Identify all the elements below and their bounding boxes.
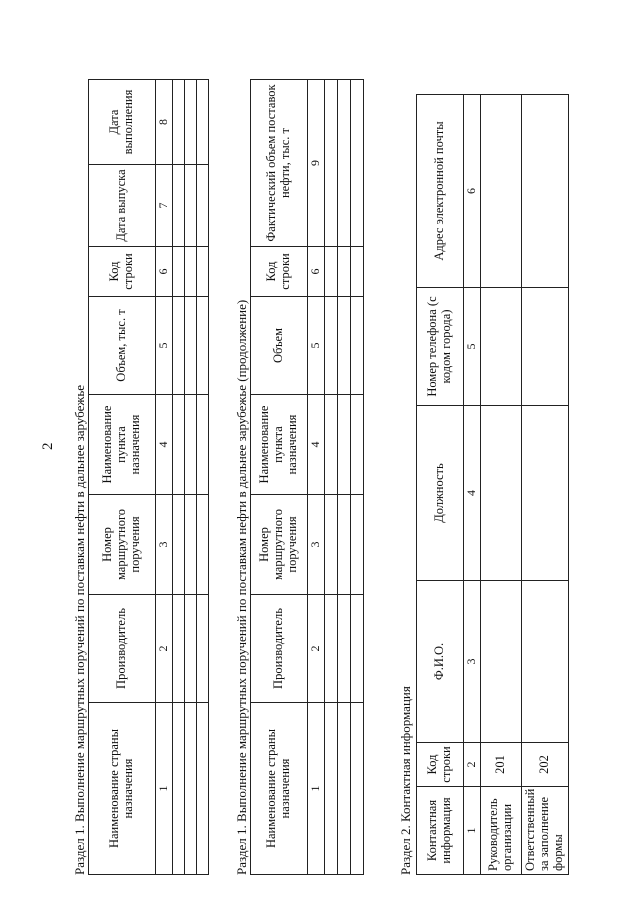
page-number: 2 (40, 442, 56, 450)
s2-header-position: Должность (417, 406, 464, 581)
s1-col-number: 4 (156, 395, 173, 495)
s2-col-number: 3 (464, 581, 481, 743)
s1-col-number: 5 (156, 297, 173, 395)
table-row (325, 80, 338, 875)
s1-col-number: 1 (156, 703, 173, 875)
s2-col-number: 6 (464, 95, 481, 288)
s2-header-full-name: Ф.И.О. (417, 581, 464, 743)
s1-header-country: Наименование страны назначения (89, 703, 156, 875)
s1-col-number: 6 (156, 247, 173, 297)
section1-header-row (89, 80, 156, 875)
s1c-col-number: 1 (308, 703, 325, 875)
section1-cont-header-row (251, 80, 308, 875)
section2-header-row (417, 95, 464, 875)
section1-number-row (156, 80, 173, 875)
s1-header-completion-date: Дата выполнения (89, 80, 156, 165)
s1c-header-destination: Наименование пункта назначения (251, 395, 308, 495)
s1c-col-number: 2 (308, 595, 325, 703)
s1-header-issue-date: Дата выпуска (89, 165, 156, 247)
s2-row-label: Руководитель организации (481, 787, 522, 875)
section2-caption: Раздел 2. Контактная информация (398, 686, 413, 875)
s1c-header-route-order-number: Номер маршрутного поручения (251, 495, 308, 595)
s1c-col-number: 6 (308, 247, 325, 297)
table-row (173, 80, 185, 875)
section1-cont-table (250, 79, 364, 875)
section2-table (416, 94, 569, 875)
s1c-header-volume: Объем (251, 297, 308, 395)
s1c-col-number: 4 (308, 395, 325, 495)
table-row (481, 95, 522, 875)
s2-header-contact-info: Контактная информация (417, 787, 464, 875)
s2-header-phone: Номер телефона (с кодом города) (417, 288, 464, 406)
s2-header-row-code: Код строки (417, 743, 464, 787)
s1c-header-actual-volume: Фактический объем поставок нефти, тыс. т (251, 80, 308, 247)
s2-col-number: 1 (464, 787, 481, 875)
s2-col-number: 2 (464, 743, 481, 787)
table-row (351, 80, 364, 875)
s2-col-number: 5 (464, 288, 481, 406)
s2-row-label: Ответственный за заполнение формы (522, 787, 569, 875)
s2-row-code: 201 (481, 743, 522, 787)
table-row (522, 95, 569, 875)
s1-col-number: 2 (156, 595, 173, 703)
s1c-col-number: 9 (308, 80, 325, 247)
s2-col-number: 4 (464, 406, 481, 581)
table-row (338, 80, 351, 875)
s1-header-row-code: Код строки (89, 247, 156, 297)
section1-caption: Раздел 1. Выполнение маршрутных поручений по поставкам нефти в дальнее зарубежье (72, 384, 87, 875)
s1c-col-number: 3 (308, 495, 325, 595)
section1-cont-caption: Раздел 1. Выполнение маршрутных поручений по поставкам нефти в дальнее зарубежье (продолжение) (234, 299, 249, 875)
section1-table (88, 79, 209, 875)
s2-row-code: 202 (522, 743, 569, 787)
s1c-col-number: 5 (308, 297, 325, 395)
s2-header-email: Адрес электронной почты (417, 95, 464, 288)
s1c-header-row-code: Код строки (251, 247, 308, 297)
s1-header-route-order-number: Номер маршрутного поручения (89, 495, 156, 595)
s1-header-destination: Наименование пункта назначения (89, 395, 156, 495)
s1-header-producer: Производитель (89, 595, 156, 703)
table-row (197, 80, 209, 875)
s1-header-volume: Объем, тыс. т (89, 297, 156, 395)
s1-col-number: 8 (156, 80, 173, 165)
section2-number-row (464, 95, 481, 875)
s1c-header-country: Наименование страны назначения (251, 703, 308, 875)
section1-cont-number-row (308, 80, 325, 875)
s1-col-number: 3 (156, 495, 173, 595)
s1c-header-producer: Производитель (251, 595, 308, 703)
table-row (185, 80, 197, 875)
s1-col-number: 7 (156, 165, 173, 247)
